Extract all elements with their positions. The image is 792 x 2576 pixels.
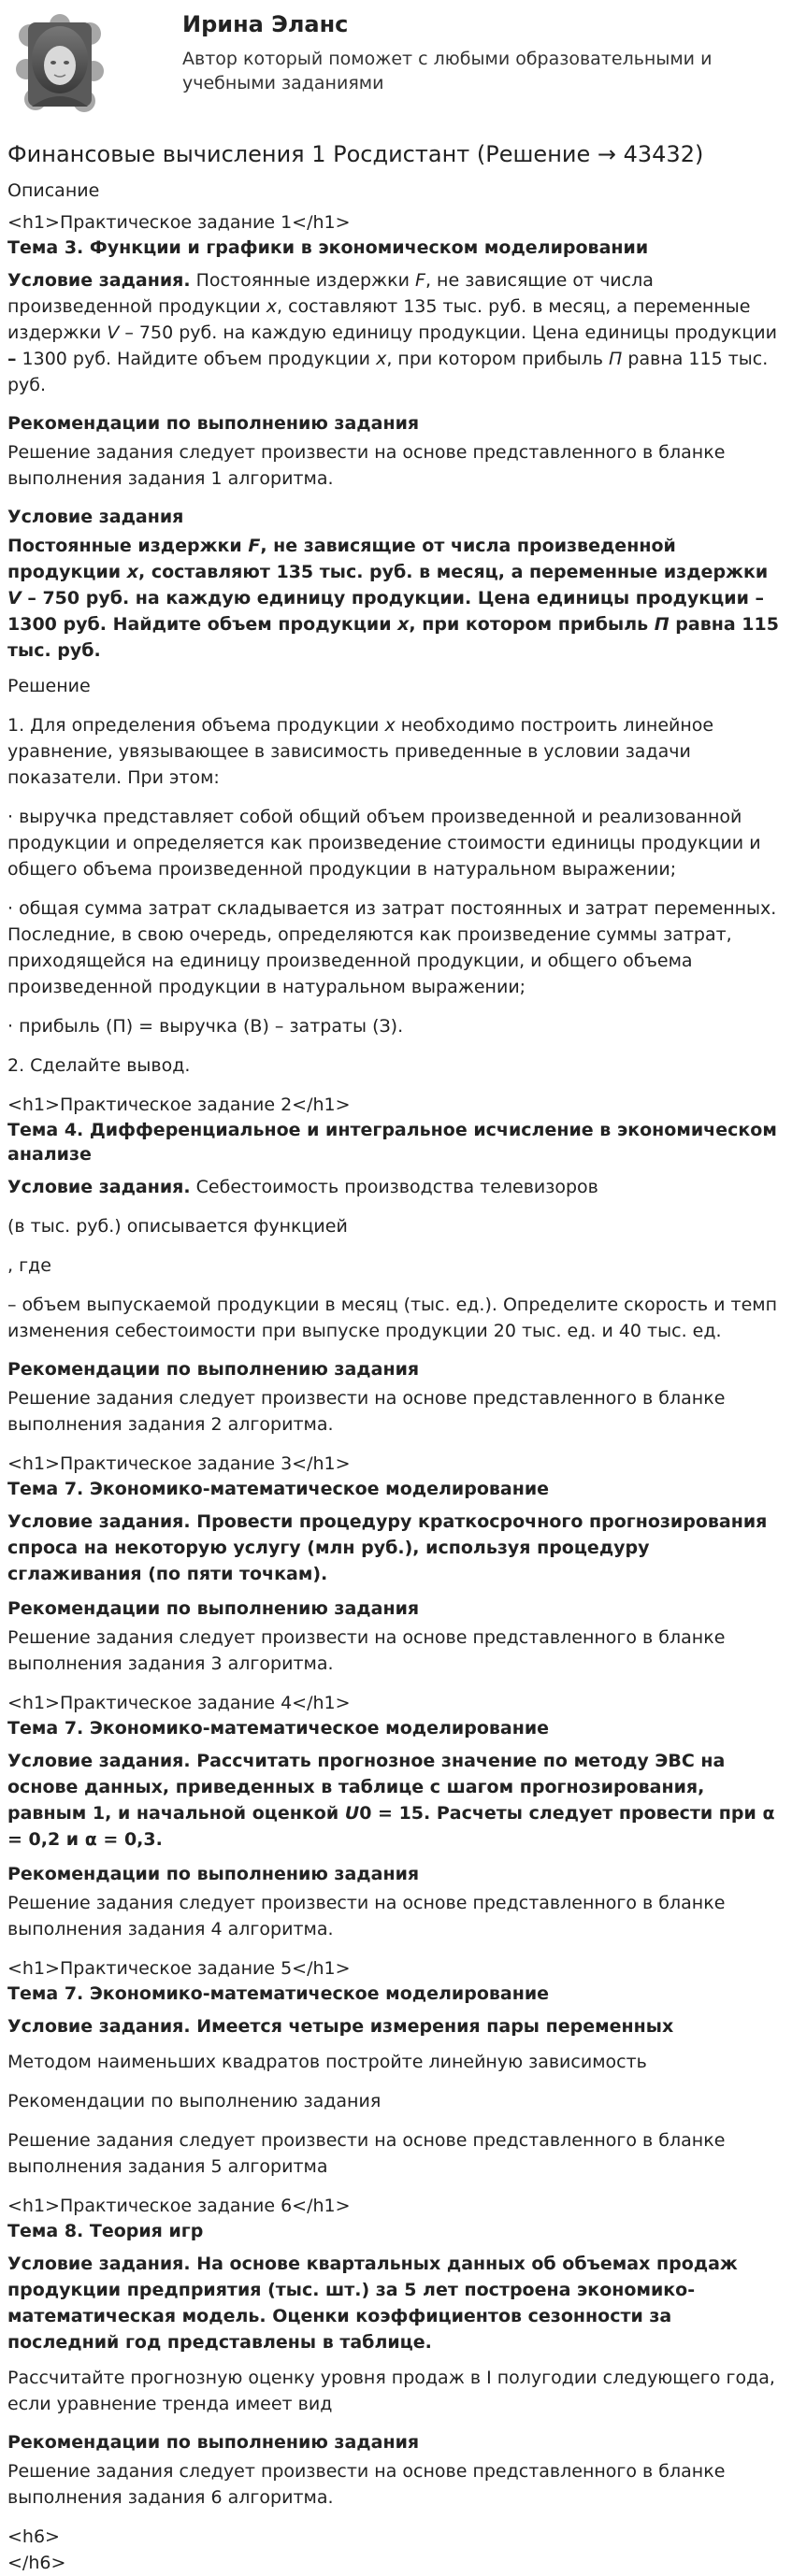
task1-bold-b: , не зависящие от числа произведенной продукции <box>7 536 676 582</box>
task1-rec-heading: Рекомендации по выполнению задания <box>7 413 420 434</box>
task1-topic: Тема 3. Функции и графики в экономическом моделировании <box>7 237 649 258</box>
task2-rec-heading: Рекомендации по выполнению задания <box>7 1359 420 1380</box>
task2-cond-text: Себестоимость производства телевизоров <box>190 1177 598 1197</box>
task1-bold-V: V <box>7 588 22 608</box>
task1-step1-x: x <box>384 715 396 736</box>
task4-rec-heading: Рекомендации по выполнению задания <box>7 1864 420 1884</box>
task1-bold-x2: x <box>397 614 410 635</box>
task4-condition <box>7 1748 785 1853</box>
task2-line4: – объем выпускаемой продукции в месяц (тыс. ед.). Определите скорость и темп изменения себестоимости при выпуске продукции 20 тыс. ед. и 40 тыс. ед. <box>7 1295 778 1341</box>
task1-cond-heading: Условие задания <box>7 507 184 527</box>
document-title: Финансовые вычисления 1 Росдистант (Решение → 43432) <box>7 141 704 167</box>
task6-condition: Условие задания. На основе квартальных данных об объемах продаж продукции предприятия (тыс. шт.) за 5 лет построена экономико-математическая модель. Оценки коэффициентов сезонности за последний год представлены в таблице. <box>7 2254 738 2353</box>
author-card <box>7 0 785 123</box>
task3-rec-heading: Рекомендации по выполнению задания <box>7 1598 420 1619</box>
task3-condition: Условие задания. Провести процедуру краткосрочного прогнозирования спроса на некоторую услугу (млн руб.), используя процедуру сглаживания (по пяти точкам). <box>7 1511 768 1584</box>
task1-cond-a: Постоянные издержки <box>190 270 416 291</box>
task1-step1-a: 1. Для определения объема продукции <box>7 715 385 736</box>
task4-h1-raw: <h1>Практическое задание 4</h1> <box>7 1693 351 1713</box>
task2-h1-raw: <h1>Практическое задание 2</h1> <box>7 1095 351 1115</box>
task1-condition-label: Условие задания. <box>7 270 191 291</box>
task2-line3: , где <box>7 1255 51 1276</box>
task1-bold-a: Постоянные издержки <box>7 536 249 556</box>
author-description: Автор который поможет с любыми образовательными и учебными заданиями <box>182 49 713 93</box>
task6-forecast: Рассчитайте прогнозную оценку уровня продаж в I полугодии следующего года, если уравнение тренда имеет вид <box>7 2368 775 2414</box>
user-avatar-photo-icon <box>15 13 105 116</box>
task1-bullet-3: · прибыль (П) = выручка (В) – затраты (З). <box>7 1016 404 1037</box>
task1-cond-d: – 750 руб. на каждую единицу продукции. Цена единицы продукции <box>119 322 777 343</box>
task1-cond-c: , составляют 135 тыс. руб. в месяц, а переменные издержки <box>7 296 751 343</box>
description-label: Описание <box>7 180 100 201</box>
task1-bullet-2: · общая сумма затрат складывается из затрат постоянных и затрат переменных. Последние, в свою очередь, определяются как произведение суммы затрат, приходящейся на единицу произведенной продукции, и общего объема произведенной продукции в натуральном выражении; <box>7 898 777 997</box>
task1-bold-e: , при котором прибыль <box>409 614 655 635</box>
task2-line2: (в тыс. руб.) описывается функцией <box>7 1216 348 1237</box>
task4-cond-a: Условие задания. Рассчитать прогнозное значение по методу ЭВС на основе данных, приведенных в таблице с шагом прогнозирования, равным 1, и начальной оценкой <box>7 1751 726 1824</box>
task1-var-V: V <box>107 322 120 343</box>
task6-h1-raw: <h1>Практическое задание 6</h1> <box>7 2196 351 2216</box>
task1-bold-F: F <box>248 536 261 556</box>
task1-cond-e: 1300 руб. Найдите объем продукции <box>16 349 377 369</box>
task6-rec-heading: Рекомендации по выполнению задания <box>7 2432 420 2453</box>
author-avatar[interactable] <box>15 13 105 116</box>
task1-cond-dash: – <box>7 349 17 369</box>
task2-condition <box>7 1174 785 1200</box>
task1-var-x1: x <box>266 296 278 317</box>
task2-topic: Тема 4. Дифференциальное и интегральное исчисление в экономическом анализе <box>7 1120 777 1165</box>
task1-bullet-1: · выручка представляет собой общий объем произведенной и реализованной продукции и определяется как произведение стоимости единицы продукции и общего объема произведенной продукции в натуральном выражении; <box>7 807 761 880</box>
task5-condition: Условие задания. Имеется четыре измерения пары переменных <box>7 2016 674 2037</box>
task1-bold-P: П <box>654 614 670 635</box>
task1-bold-x1: x <box>126 562 138 582</box>
task1-condition <box>7 267 785 398</box>
task6-topic: Тема 8. Теория игр <box>7 2221 204 2241</box>
task2-condition-label: Условие задания. <box>7 1177 191 1197</box>
task5-method: Методом наименьших квадратов постройте линейную зависимость <box>7 2052 647 2072</box>
task4-rec-text: Решение задания следует произвести на основе представленного в бланке выполнения задания 4 алгоритма. <box>7 1893 726 1939</box>
task1-step1 <box>7 712 785 791</box>
task1-bold-d: – 750 руб. на каждую единицу продукции. Цена единицы продукции – 1300 руб. Найдите объем продукции <box>7 588 764 635</box>
task1-h1-raw: <h1>Практическое задание 1</h1> <box>7 212 351 233</box>
task1-step1-b: необходимо построить линейное уравнение, увязывающее в зависимость приведенные в условии задачи показатели. При этом: <box>7 715 714 788</box>
task1-bold-c: , составляют 135 тыс. руб. в месяц, а переменные издержки <box>138 562 769 582</box>
task1-bold-f: равна 115 тыс. руб. <box>7 614 779 661</box>
task1-var-P: П <box>609 349 623 369</box>
task1-var-F: F <box>415 270 425 291</box>
task5-rec-plain: Рекомендации по выполнению задания <box>7 2091 382 2111</box>
task5-rec-text: Решение задания следует произвести на основе представленного в бланке выполнения задания 5 алгоритма <box>7 2130 726 2177</box>
task1-cond-b: , не зависящие от числа произведенной продукции <box>7 270 654 317</box>
task3-rec-text: Решение задания следует произвести на основе представленного в бланке выполнения задания 3 алгоритма. <box>7 1627 726 1674</box>
task2-rec-text: Решение задания следует произвести на основе представленного в бланке выполнения задания 2 алгоритма. <box>7 1388 726 1435</box>
task4-topic: Тема 7. Экономико-математическое моделирование <box>7 1718 550 1739</box>
task1-cond-g: равна 115 тыс. руб. <box>7 349 769 395</box>
tail-h6-open: <h6> <box>7 2526 60 2547</box>
task5-topic: Тема 7. Экономико-математическое моделирование <box>7 1983 550 2004</box>
task1-rec-text: Решение задания следует произвести на основе представленного в бланке выполнения задания 1 алгоритма. <box>7 442 726 489</box>
task5-h1-raw: <h1>Практическое задание 5</h1> <box>7 1958 351 1979</box>
task3-h1-raw: <h1>Практическое задание 3</h1> <box>7 1453 351 1474</box>
task4-var-U: U <box>344 1803 360 1824</box>
tail-h6-close: </h6> <box>7 2553 66 2573</box>
task1-solution-label: Решение <box>7 676 91 696</box>
task1-step2: 2. Сделайте вывод. <box>7 1055 191 1076</box>
task3-topic: Тема 7. Экономико-математическое моделирование <box>7 1479 550 1499</box>
author-name[interactable]: Ирина Эланс <box>182 11 349 37</box>
task1-cond-f: , при котором прибыль <box>386 349 610 369</box>
task4-cond-b: 0 = 15. Расчеты следует провести при α = 0,2 и α = 0,3. <box>7 1803 775 1850</box>
task1-var-x2: x <box>376 349 387 369</box>
task1-cond-bold <box>7 533 785 664</box>
task6-rec-text: Решение задания следует произвести на основе представленного в бланке выполнения задания 6 алгоритма. <box>7 2461 726 2508</box>
